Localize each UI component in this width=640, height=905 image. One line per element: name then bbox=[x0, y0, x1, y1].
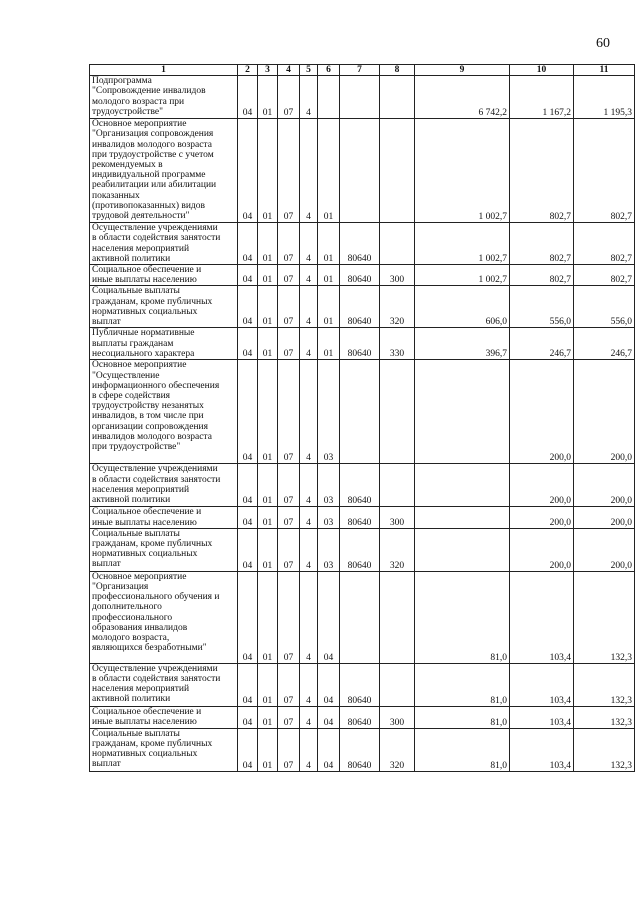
cell-v9: 81,0 bbox=[415, 571, 510, 663]
column-header-6: 6 bbox=[318, 65, 340, 76]
cell-c6: 03 bbox=[318, 360, 340, 464]
cell-c7: 80640 bbox=[340, 286, 380, 328]
cell-c8 bbox=[380, 663, 415, 706]
cell-c3: 01 bbox=[258, 265, 278, 286]
cell-c7: 80640 bbox=[340, 663, 380, 706]
cell-c5: 4 bbox=[300, 728, 318, 771]
cell-c6: 03 bbox=[318, 507, 340, 528]
cell-v10: 556,0 bbox=[510, 286, 574, 328]
cell-v10: 1 167,2 bbox=[510, 76, 574, 119]
table-row bbox=[90, 360, 635, 464]
table-row bbox=[90, 663, 635, 706]
cell-c6: 01 bbox=[318, 265, 340, 286]
cell-v9: 81,0 bbox=[415, 728, 510, 771]
table-row bbox=[90, 119, 635, 223]
cell-v10: 200,0 bbox=[510, 360, 574, 464]
cell-v11: 132,3 bbox=[574, 663, 635, 706]
cell-c4: 07 bbox=[278, 360, 300, 464]
cell-c7 bbox=[340, 571, 380, 663]
cell-v9: 606,0 bbox=[415, 286, 510, 328]
cell-c8 bbox=[380, 119, 415, 223]
cell-c4: 07 bbox=[278, 223, 300, 265]
cell-c4: 07 bbox=[278, 706, 300, 728]
cell-c3: 01 bbox=[258, 528, 278, 571]
cell-c5: 4 bbox=[300, 360, 318, 464]
row-name bbox=[90, 265, 238, 286]
budget-table bbox=[89, 64, 635, 772]
cell-c7: 80640 bbox=[340, 507, 380, 528]
cell-v10: 103,4 bbox=[510, 571, 574, 663]
cell-c4: 07 bbox=[278, 464, 300, 507]
table-row bbox=[90, 328, 635, 360]
header-row bbox=[90, 65, 635, 76]
cell-v10: 802,7 bbox=[510, 119, 574, 223]
row-name-text: Основное мероприятие "Осуществление информационного обеспечения в сфере содействия трудоустройству незанятых инвалидов, в том числе при организации сопровождения инвалидов молодого возраста при трудоустройстве" bbox=[92, 360, 220, 453]
row-name-text: Публичные нормативные выплаты гражданам несоциального характера bbox=[92, 328, 195, 359]
cell-v11: 802,7 bbox=[574, 223, 635, 265]
cell-v10: 103,4 bbox=[510, 663, 574, 706]
cell-v11: 132,3 bbox=[574, 706, 635, 728]
column-header-4: 4 bbox=[278, 65, 300, 76]
cell-c7: 80640 bbox=[340, 223, 380, 265]
cell-c5: 4 bbox=[300, 265, 318, 286]
cell-v11: 556,0 bbox=[574, 286, 635, 328]
cell-v9: 1 002,7 bbox=[415, 265, 510, 286]
cell-v9: 81,0 bbox=[415, 663, 510, 706]
row-name-text: Социальные выплаты гражданам, кроме публичных нормативных социальных выплат bbox=[92, 728, 213, 770]
table-body bbox=[90, 76, 635, 772]
cell-c6: 04 bbox=[318, 663, 340, 706]
cell-c2: 04 bbox=[238, 706, 258, 728]
cell-c5: 4 bbox=[300, 663, 318, 706]
cell-c5: 4 bbox=[300, 286, 318, 328]
table-row bbox=[90, 571, 635, 663]
cell-c5: 4 bbox=[300, 706, 318, 728]
cell-c7: 80640 bbox=[340, 728, 380, 771]
cell-c8: 320 bbox=[380, 286, 415, 328]
cell-c4: 07 bbox=[278, 663, 300, 706]
cell-c6 bbox=[318, 76, 340, 119]
table-row bbox=[90, 286, 635, 328]
cell-v10: 200,0 bbox=[510, 528, 574, 571]
row-name-text: Основное мероприятие "Организация профессионального обучения и дополнительного профессионального образования инвалидов молодого возраста, являющихся безработными" bbox=[92, 571, 220, 654]
table-row bbox=[90, 464, 635, 507]
cell-c2: 04 bbox=[238, 223, 258, 265]
cell-v11: 246,7 bbox=[574, 328, 635, 360]
row-name bbox=[90, 286, 238, 328]
cell-c8 bbox=[380, 571, 415, 663]
row-name-text: Осуществление учреждениями в области содействия занятости населения мероприятий активной политики bbox=[92, 464, 221, 506]
cell-c4: 07 bbox=[278, 265, 300, 286]
row-name bbox=[90, 507, 238, 528]
cell-c7 bbox=[340, 76, 380, 119]
cell-v11: 200,0 bbox=[574, 464, 635, 507]
row-name bbox=[90, 223, 238, 265]
cell-c7: 80640 bbox=[340, 328, 380, 360]
cell-c3: 01 bbox=[258, 507, 278, 528]
cell-v9 bbox=[415, 507, 510, 528]
column-header-3: 3 bbox=[258, 65, 278, 76]
cell-c8: 300 bbox=[380, 706, 415, 728]
row-name-text: Социальные выплаты гражданам, кроме публичных нормативных социальных выплат bbox=[92, 528, 213, 570]
cell-v11: 200,0 bbox=[574, 360, 635, 464]
cell-v11: 132,3 bbox=[574, 728, 635, 771]
cell-c3: 01 bbox=[258, 119, 278, 223]
cell-c5: 4 bbox=[300, 328, 318, 360]
cell-c5: 4 bbox=[300, 76, 318, 119]
cell-c3: 01 bbox=[258, 728, 278, 771]
cell-c2: 04 bbox=[238, 76, 258, 119]
cell-c2: 04 bbox=[238, 528, 258, 571]
cell-c7 bbox=[340, 119, 380, 223]
cell-c2: 04 bbox=[238, 464, 258, 507]
page-number: 60 bbox=[596, 36, 610, 51]
cell-v9: 1 002,7 bbox=[415, 119, 510, 223]
cell-c8 bbox=[380, 360, 415, 464]
cell-c3: 01 bbox=[258, 223, 278, 265]
cell-c2: 04 bbox=[238, 360, 258, 464]
cell-c4: 07 bbox=[278, 571, 300, 663]
cell-v9 bbox=[415, 360, 510, 464]
cell-c4: 07 bbox=[278, 328, 300, 360]
cell-c3: 01 bbox=[258, 571, 278, 663]
cell-c3: 01 bbox=[258, 663, 278, 706]
cell-c7: 80640 bbox=[340, 265, 380, 286]
column-header-5: 5 bbox=[300, 65, 318, 76]
cell-v10: 802,7 bbox=[510, 265, 574, 286]
cell-v11: 802,7 bbox=[574, 119, 635, 223]
cell-c6: 01 bbox=[318, 119, 340, 223]
cell-c2: 04 bbox=[238, 328, 258, 360]
cell-v10: 802,7 bbox=[510, 223, 574, 265]
cell-v9: 396,7 bbox=[415, 328, 510, 360]
row-name-text: Социальные выплаты гражданам, кроме публичных нормативных социальных выплат bbox=[92, 286, 213, 328]
cell-c6: 04 bbox=[318, 571, 340, 663]
row-name bbox=[90, 706, 238, 728]
cell-v9: 1 002,7 bbox=[415, 223, 510, 265]
cell-c5: 4 bbox=[300, 119, 318, 223]
table-row bbox=[90, 265, 635, 286]
cell-c5: 4 bbox=[300, 507, 318, 528]
cell-v11: 200,0 bbox=[574, 528, 635, 571]
cell-c4: 07 bbox=[278, 76, 300, 119]
cell-c7: 80640 bbox=[340, 464, 380, 507]
column-header-7: 7 bbox=[340, 65, 380, 76]
cell-v11: 1 195,3 bbox=[574, 76, 635, 119]
row-name-text: Основное мероприятие "Организация сопровождения инвалидов молодого возраста при трудоустройстве с учетом рекомендуемых в индивидуальной программе реабилитации или абилитации показанных (противопоказанных) видов трудовой деятельности" bbox=[92, 119, 217, 222]
cell-c6: 01 bbox=[318, 328, 340, 360]
table-row bbox=[90, 507, 635, 528]
cell-c2: 04 bbox=[238, 507, 258, 528]
cell-c6: 01 bbox=[318, 286, 340, 328]
column-header-11: 11 bbox=[574, 65, 635, 76]
cell-c8 bbox=[380, 223, 415, 265]
cell-c2: 04 bbox=[238, 265, 258, 286]
cell-c4: 07 bbox=[278, 119, 300, 223]
column-header-1: 1 bbox=[90, 65, 238, 76]
cell-c6: 04 bbox=[318, 728, 340, 771]
row-name-text: Осуществление учреждениями в области содействия занятости населения мероприятий активной политики bbox=[92, 223, 221, 264]
row-name bbox=[90, 360, 238, 464]
cell-v10: 200,0 bbox=[510, 507, 574, 528]
cell-v10: 246,7 bbox=[510, 328, 574, 360]
cell-c6: 03 bbox=[318, 464, 340, 507]
cell-c4: 07 bbox=[278, 507, 300, 528]
cell-c7: 80640 bbox=[340, 528, 380, 571]
cell-v11: 802,7 bbox=[574, 265, 635, 286]
cell-c2: 04 bbox=[238, 663, 258, 706]
row-name bbox=[90, 76, 238, 119]
cell-c3: 01 bbox=[258, 286, 278, 328]
cell-c5: 4 bbox=[300, 464, 318, 507]
row-name bbox=[90, 728, 238, 771]
cell-c8 bbox=[380, 464, 415, 507]
cell-c6: 03 bbox=[318, 528, 340, 571]
cell-c6: 01 bbox=[318, 223, 340, 265]
cell-c7 bbox=[340, 360, 380, 464]
cell-v10: 103,4 bbox=[510, 728, 574, 771]
cell-c5: 4 bbox=[300, 571, 318, 663]
row-name-text: Подпрограмма "Сопровождение инвалидов молодого возраста при трудоустройстве" bbox=[92, 76, 206, 117]
row-name bbox=[90, 119, 238, 223]
cell-c2: 04 bbox=[238, 119, 258, 223]
row-name-text: Осуществление учреждениями в области содействия занятости населения мероприятий активной политики bbox=[92, 663, 221, 705]
table-row bbox=[90, 76, 635, 119]
cell-c8: 300 bbox=[380, 507, 415, 528]
cell-c4: 07 bbox=[278, 528, 300, 571]
cell-c3: 01 bbox=[258, 76, 278, 119]
cell-c8 bbox=[380, 76, 415, 119]
cell-c4: 07 bbox=[278, 728, 300, 771]
row-name bbox=[90, 528, 238, 571]
cell-c3: 01 bbox=[258, 464, 278, 507]
row-name-text: Социальное обеспечение и иные выплаты населению bbox=[92, 507, 202, 528]
row-name bbox=[90, 328, 238, 360]
cell-c5: 4 bbox=[300, 223, 318, 265]
cell-v11: 132,3 bbox=[574, 571, 635, 663]
table-row bbox=[90, 728, 635, 771]
row-name bbox=[90, 464, 238, 507]
cell-c4: 07 bbox=[278, 286, 300, 328]
table-row bbox=[90, 528, 635, 571]
cell-c6: 04 bbox=[318, 706, 340, 728]
row-name-text: Социальное обеспечение и иные выплаты населению bbox=[92, 706, 202, 728]
row-name bbox=[90, 663, 238, 706]
cell-v9 bbox=[415, 528, 510, 571]
cell-v9 bbox=[415, 464, 510, 507]
cell-c7: 80640 bbox=[340, 706, 380, 728]
row-name bbox=[90, 571, 238, 663]
table-row bbox=[90, 223, 635, 265]
cell-c8: 330 bbox=[380, 328, 415, 360]
cell-c3: 01 bbox=[258, 328, 278, 360]
cell-c3: 01 bbox=[258, 360, 278, 464]
table-row bbox=[90, 706, 635, 728]
cell-v9: 81,0 bbox=[415, 706, 510, 728]
cell-v10: 200,0 bbox=[510, 464, 574, 507]
cell-c3: 01 bbox=[258, 706, 278, 728]
column-header-8: 8 bbox=[380, 65, 415, 76]
cell-c2: 04 bbox=[238, 571, 258, 663]
cell-c2: 04 bbox=[238, 728, 258, 771]
column-header-10: 10 bbox=[510, 65, 574, 76]
cell-c2: 04 bbox=[238, 286, 258, 328]
cell-v10: 103,4 bbox=[510, 706, 574, 728]
cell-c8: 320 bbox=[380, 528, 415, 571]
row-name-text: Социальное обеспечение и иные выплаты населению bbox=[92, 265, 202, 286]
cell-v11: 200,0 bbox=[574, 507, 635, 528]
cell-c8: 320 bbox=[380, 728, 415, 771]
cell-c8: 300 bbox=[380, 265, 415, 286]
column-header-9: 9 bbox=[415, 65, 510, 76]
cell-v9: 6 742,2 bbox=[415, 76, 510, 119]
cell-c5: 4 bbox=[300, 528, 318, 571]
column-header-2: 2 bbox=[238, 65, 258, 76]
